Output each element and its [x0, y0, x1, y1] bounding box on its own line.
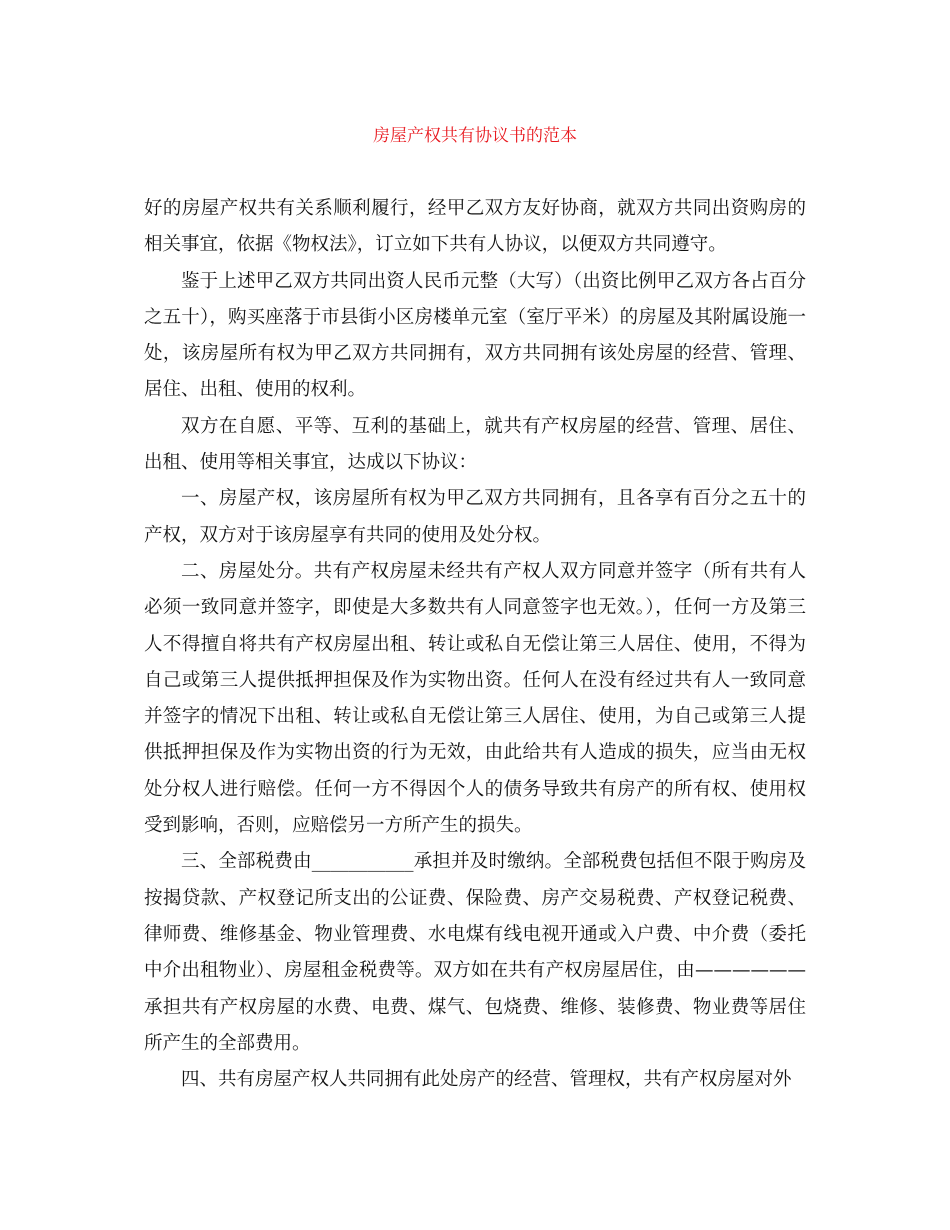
clause-1-property-rights: 一、房屋产权，该房屋所有权为甲乙双方共同拥有，且各享有百分之五十的产权，双方对于该房屋享有共同的使用及处分权。	[144, 488, 806, 546]
document-body	[144, 191, 806, 1098]
paragraph-intro: 好的房屋产权共有关系顺利履行，经甲乙双方友好协商，就双方共同出资购房的相关事宜，依据《物权法》，订立如下共有人协议，以便双方共同遵守。	[144, 198, 806, 256]
clause-2-property-disposal: 二、房屋处分。共有产权房屋未经共有产权人双方同意并签字（所有共有人必须一致同意并签字，即使是大多数共有人同意签字也无效。），任何一方及第三人不得擅自将共有产权房屋出租、转让或私自无偿让第三人居住、使用，不得为自己或第三人提供抵押担保及作为实物出资。任何人在没有经过共有人一致同意并签字的情况下出租、转让或私自无偿让第三人居住、使用，为自己或第三人提供抵押担保及作为实物出资的行为无效，由此给共有人造成的损失，应当由无权处分权人进行赔偿。任何一方不得因个人的债务导致共有房产的所有权、使用权受到影响，否则，应赔偿另一方所产生的损失。	[144, 560, 806, 837]
clause-3-taxes-and-fees: 三、全部税费由___________承担并及时缴纳。全部税费包括但不限于购房及按揭贷款、产权登记所支出的公证费、保险费、房产交易税费、产权登记税费、律师费、维修基金、物业管理费、水电煤有线电视开通或入户费、中介费（委托中介出租物业）、房屋租金税费等。双方如在共有产权房屋居住，由——————承担共有产权房屋的水费、电费、煤气、包烧费、维修、装修费、物业费等居住所产生的全部费用。	[144, 851, 806, 1054]
clause-4-management-rights: 四、共有房屋产权人共同拥有此处房产的经营、管理权，共有产权房屋对外	[181, 1069, 792, 1091]
document-title: 房屋产权共有协议书的范本	[373, 126, 577, 146]
paragraph-whereas: 鉴于上述甲乙双方共同出资人民币元整（大写）（出资比例甲乙双方各占百分之五十），购买座落于市县街小区房楼单元室（室厅平米）的房屋及其附属设施一处，该房屋所有权为甲乙双方共同拥有，双方共同拥有该处房屋的经营、管理、居住、出租、使用的权利。	[144, 270, 806, 401]
paragraph-agreement-basis: 双方在自愿、平等、互利的基础上，就共有产权房屋的经营、管理、居住、出租、使用等相关事宜，达成以下协议：	[144, 415, 806, 474]
